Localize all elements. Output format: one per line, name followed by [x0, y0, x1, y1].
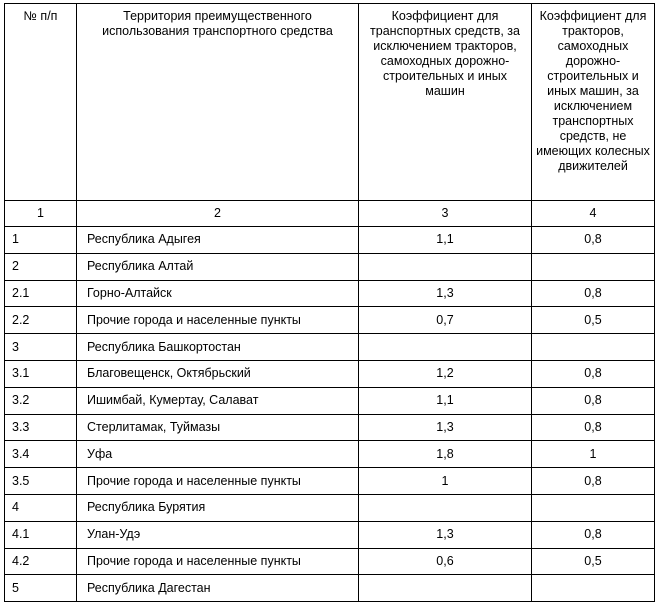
table-row	[5, 334, 655, 361]
row-number: 3.1	[5, 360, 77, 387]
header-coefficient-tractors: Коэффициент для тракторов, самоходных дорожно-строительных и иных машин, за исключением транспортных средств, не имеющих колесных движителей	[532, 4, 655, 201]
territory-name: Благовещенск, Октябрьский	[77, 360, 359, 387]
territory-name: Республика Адыгея	[77, 227, 359, 254]
row-number: 2.2	[5, 307, 77, 334]
coefficient-vehicles	[359, 253, 532, 280]
column-number-row	[5, 201, 655, 227]
coefficient-vehicles: 1	[359, 468, 532, 495]
coefficient-tractors	[532, 494, 655, 521]
coefficient-tractors	[532, 253, 655, 280]
coefficient-tractors: 0,8	[532, 280, 655, 307]
territory-name: Прочие города и населенные пункты	[77, 307, 359, 334]
table-row	[5, 575, 655, 602]
coefficient-tractors: 0,8	[532, 468, 655, 495]
coefficient-tractors: 0,8	[532, 387, 655, 414]
territory-name: Прочие города и населенные пункты	[77, 468, 359, 495]
territory-name: Прочие города и населенные пункты	[77, 548, 359, 575]
coefficient-vehicles: 0,6	[359, 548, 532, 575]
header-territory: Территория преимущественного использования транспортного средства	[77, 4, 359, 201]
coefficient-vehicles: 1,1	[359, 227, 532, 254]
coefficient-tractors: 0,8	[532, 227, 655, 254]
territory-name: Ишимбай, Кумертау, Салават	[77, 387, 359, 414]
table-row	[5, 521, 655, 548]
row-number: 3.3	[5, 414, 77, 441]
row-number: 3	[5, 334, 77, 361]
territory-coefficient-table	[4, 3, 655, 602]
coefficient-tractors: 0,8	[532, 414, 655, 441]
table-row	[5, 360, 655, 387]
table-row	[5, 494, 655, 521]
table-row	[5, 307, 655, 334]
row-number: 4.2	[5, 548, 77, 575]
table-row	[5, 253, 655, 280]
coefficient-tractors: 1	[532, 441, 655, 468]
territory-name: Республика Алтай	[77, 253, 359, 280]
row-number: 5	[5, 575, 77, 602]
coefficient-vehicles: 1,2	[359, 360, 532, 387]
coefficient-tractors: 0,8	[532, 521, 655, 548]
table-row	[5, 227, 655, 254]
territory-name: Уфа	[77, 441, 359, 468]
table-row	[5, 441, 655, 468]
row-number: 4	[5, 494, 77, 521]
row-number: 1	[5, 227, 77, 254]
coefficient-vehicles: 1,8	[359, 441, 532, 468]
coefficient-tractors: 0,5	[532, 548, 655, 575]
header-number: № п/п	[5, 4, 77, 201]
territory-name: Республика Бурятия	[77, 494, 359, 521]
territory-name: Республика Дагестан	[77, 575, 359, 602]
coefficient-vehicles: 1,3	[359, 280, 532, 307]
coefficient-tractors	[532, 334, 655, 361]
coefficient-vehicles: 1,3	[359, 521, 532, 548]
coefficient-vehicles: 1,1	[359, 387, 532, 414]
column-number: 2	[77, 201, 359, 227]
territory-name: Стерлитамак, Туймазы	[77, 414, 359, 441]
header-row	[5, 4, 655, 201]
table-row	[5, 414, 655, 441]
coefficient-tractors	[532, 575, 655, 602]
coefficient-tractors: 0,5	[532, 307, 655, 334]
table-row	[5, 387, 655, 414]
row-number: 3.2	[5, 387, 77, 414]
coefficient-vehicles: 1,3	[359, 414, 532, 441]
coefficient-vehicles	[359, 334, 532, 361]
territory-name: Горно-Алтайск	[77, 280, 359, 307]
coefficient-vehicles: 0,7	[359, 307, 532, 334]
territory-name: Улан-Удэ	[77, 521, 359, 548]
header-coefficient-vehicles: Коэффициент для транспортных средств, за исключением тракторов, самоходных дорожно-строительных и иных машин	[359, 4, 532, 201]
column-number: 3	[359, 201, 532, 227]
row-number: 3.5	[5, 468, 77, 495]
column-number: 4	[532, 201, 655, 227]
row-number: 2.1	[5, 280, 77, 307]
row-number: 2	[5, 253, 77, 280]
row-number: 4.1	[5, 521, 77, 548]
table-row	[5, 548, 655, 575]
row-number: 3.4	[5, 441, 77, 468]
coefficient-tractors: 0,8	[532, 360, 655, 387]
coefficient-vehicles	[359, 575, 532, 602]
coefficient-vehicles	[359, 494, 532, 521]
column-number: 1	[5, 201, 77, 227]
table-row	[5, 468, 655, 495]
territory-name: Республика Башкортостан	[77, 334, 359, 361]
table-row	[5, 280, 655, 307]
